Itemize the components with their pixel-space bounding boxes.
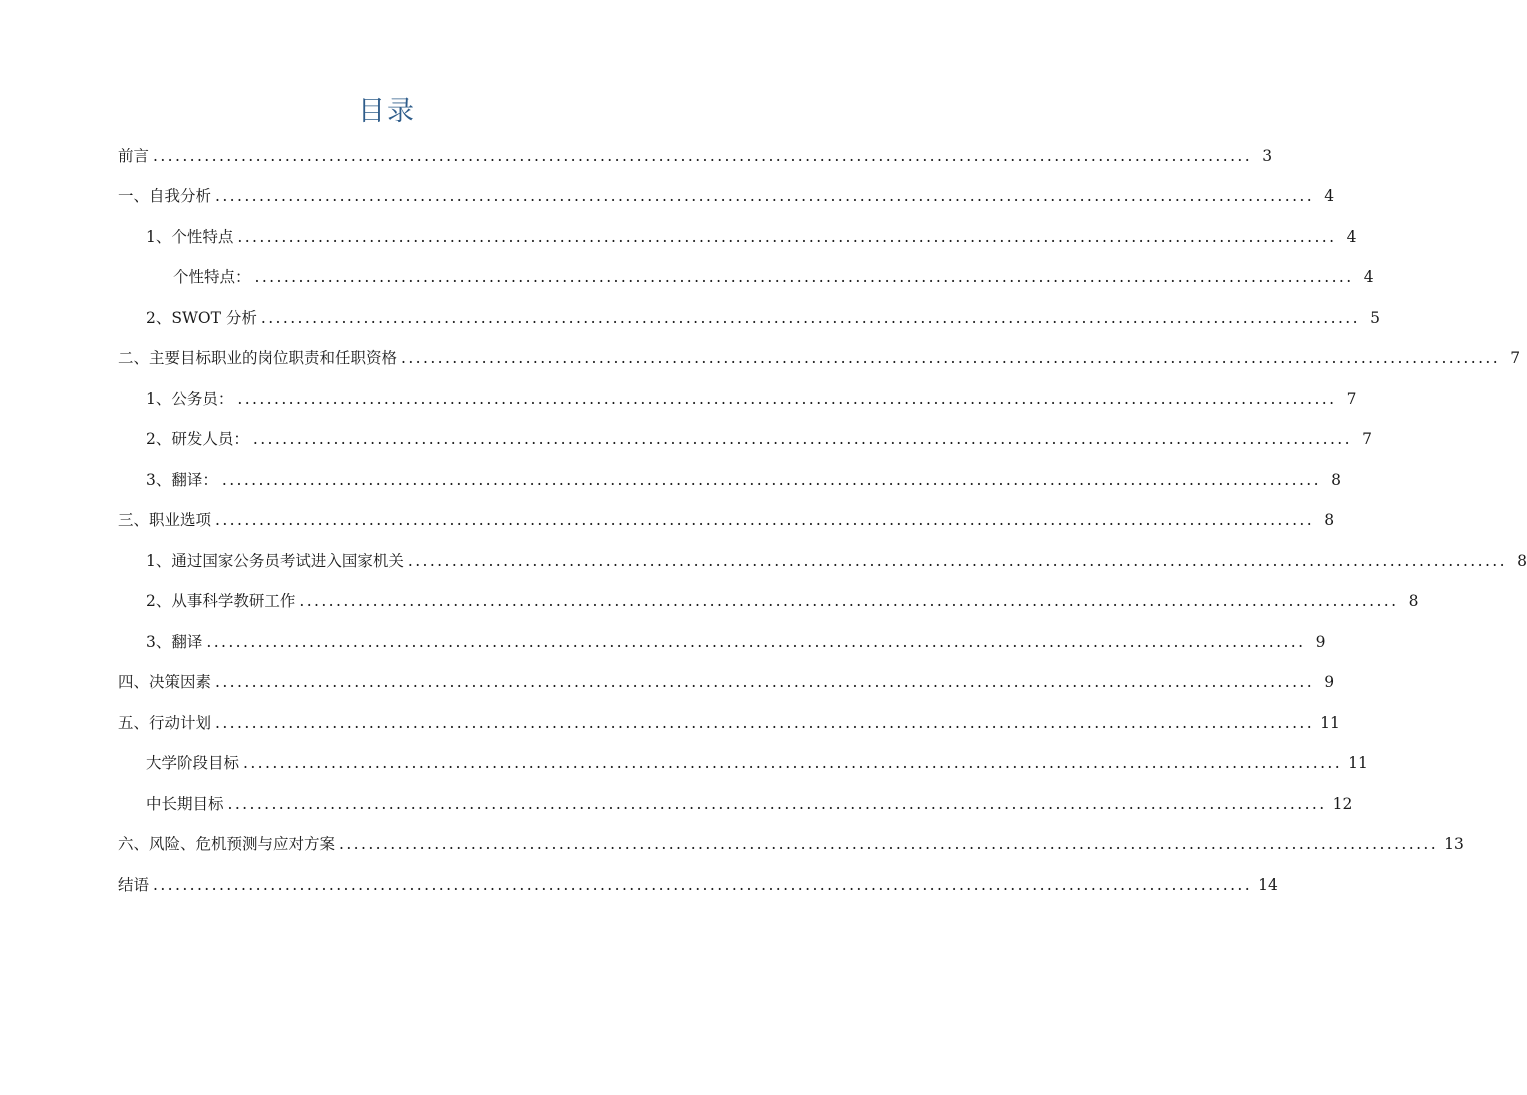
toc-entry-label: 六、风险、危机预测与应对方案 <box>118 835 336 853</box>
dot-leader: ...................................................................................................................................................... <box>221 471 1321 489</box>
toc-entry-page: 9 <box>1315 633 1326 651</box>
dot-leader: ...................................................................................................................................................... <box>215 714 1315 732</box>
dot-leader: ...................................................................................................................................................... <box>153 876 1253 894</box>
toc-entry-page: 4 <box>1324 187 1335 205</box>
toc-entry-label: 结语 <box>118 876 150 894</box>
toc-entry-page: 8 <box>1408 592 1419 610</box>
toc-entry-label: 1、个性特点 <box>146 228 234 246</box>
dot-leader: ...................................................................................................................................................... <box>254 268 1354 286</box>
dot-leader: ...................................................................................................................................................... <box>260 309 1360 327</box>
toc-entry-personality[interactable] <box>146 222 1357 252</box>
toc-entry-page: 12 <box>1332 795 1353 813</box>
dot-leader: ...................................................................................................................................................... <box>243 754 1343 772</box>
toc-entry-label: 2、SWOT 分析 <box>146 309 257 327</box>
toc-entry-decision-factors[interactable] <box>118 667 1335 697</box>
toc-entry-college-goals[interactable] <box>146 748 1368 778</box>
toc-entry-page: 8 <box>1331 471 1341 489</box>
toc-entry-page: 11 <box>1348 754 1368 772</box>
toc-entry-label: 三、职业选项 <box>118 511 212 529</box>
dot-leader: ...................................................................................................................................................... <box>237 228 1337 246</box>
toc-entry-translator[interactable] <box>146 465 1341 495</box>
toc-entry-target-careers[interactable] <box>118 343 1521 373</box>
toc-entry-research-teaching[interactable] <box>146 586 1419 616</box>
toc-entry-researcher[interactable] <box>146 424 1372 454</box>
toc-entry-swot[interactable] <box>146 303 1380 333</box>
toc-entry-label: 1、通过国家公务员考试进入国家机关 <box>146 552 404 570</box>
toc-entry-label: 3、翻译 <box>146 633 203 651</box>
toc-entry-page: 14 <box>1258 876 1278 894</box>
dot-leader: ...................................................................................................................................................... <box>227 795 1327 813</box>
toc-entry-long-term-goals[interactable] <box>146 789 1353 819</box>
toc-entry-page: 5 <box>1370 309 1380 327</box>
toc-entry-page: 8 <box>1517 552 1527 570</box>
toc-entry-page: 7 <box>1346 390 1357 408</box>
toc-entry-page: 4 <box>1346 228 1357 246</box>
dot-leader: ...................................................................................................................................................... <box>299 592 1399 610</box>
toc-entry-preface[interactable] <box>118 141 1273 171</box>
toc-entry-label: 二、主要目标职业的岗位职责和任职资格 <box>118 349 398 367</box>
dot-leader: ...................................................................................................................................................... <box>215 673 1315 691</box>
toc-entry-page: 7 <box>1510 349 1521 367</box>
toc-entry-civil-servant[interactable] <box>146 384 1357 414</box>
dot-leader: ...................................................................................................................................................... <box>215 511 1315 529</box>
toc-entry-label: 个性特点： <box>173 268 251 286</box>
dot-leader: ...................................................................................................................................................... <box>252 430 1352 448</box>
toc-entry-label: 前言 <box>118 147 150 165</box>
toc-entry-page: 11 <box>1320 714 1340 732</box>
dot-leader: ...................................................................................................................................................... <box>401 349 1501 367</box>
toc-entry-page: 4 <box>1363 268 1374 286</box>
toc-entry-personality-sub[interactable] <box>173 262 1374 292</box>
toc-entry-page: 13 <box>1444 835 1464 853</box>
toc-entry-translation[interactable] <box>146 627 1326 657</box>
toc-entry-page: 8 <box>1324 511 1335 529</box>
toc-entry-page: 7 <box>1362 430 1372 448</box>
toc-entry-label: 2、从事科学教研工作 <box>146 592 296 610</box>
dot-leader: ...................................................................................................................................................... <box>339 835 1439 853</box>
toc-entry-page: 9 <box>1324 673 1335 691</box>
dot-leader: ...................................................................................................................................................... <box>407 552 1507 570</box>
toc-entry-label: 大学阶段目标 <box>146 754 240 772</box>
dot-leader: ...................................................................................................................................................... <box>153 147 1253 165</box>
toc-entry-label: 2、研发人员： <box>146 430 249 448</box>
toc-entry-label: 3、翻译： <box>146 471 218 489</box>
dot-leader: ...................................................................................................................................................... <box>206 633 1306 651</box>
dot-leader: ...................................................................................................................................................... <box>237 390 1337 408</box>
toc-entry-label: 五、行动计划 <box>118 714 212 732</box>
toc-entry-self-analysis[interactable] <box>118 181 1335 211</box>
dot-leader: ...................................................................................................................................................... <box>215 187 1315 205</box>
toc-entry-label: 1、公务员： <box>146 390 234 408</box>
toc-entry-career-options[interactable] <box>118 505 1335 535</box>
toc-entry-page: 3 <box>1262 147 1273 165</box>
toc-entry-risk-plan[interactable] <box>118 829 1464 859</box>
page-title: 目录 <box>358 96 416 127</box>
toc-entry-label: 中长期目标 <box>146 795 224 813</box>
toc-entry-label: 一、自我分析 <box>118 187 212 205</box>
toc-entry-label: 四、决策因素 <box>118 673 212 691</box>
toc-entry-civil-exam[interactable] <box>146 546 1527 576</box>
toc-entry-action-plan[interactable] <box>118 708 1340 738</box>
toc-entry-conclusion[interactable] <box>118 870 1278 900</box>
